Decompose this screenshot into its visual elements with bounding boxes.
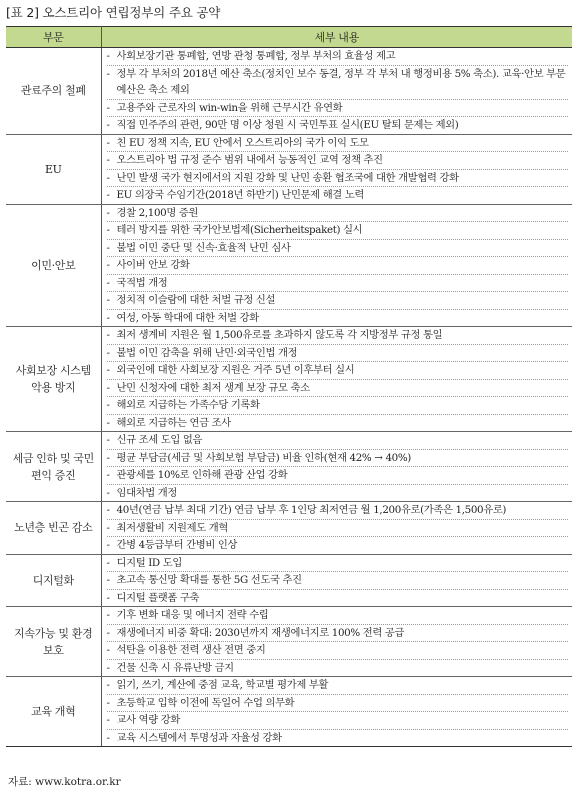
detail-list <box>107 48 569 134</box>
source-note: 자료: www.kotra.or.kr <box>8 776 121 788</box>
list-item: - 고용주와 근로자의 win-win을 위해 근무시간 유연화 <box>107 100 569 118</box>
table-row <box>6 48 572 135</box>
list-item: - 40년(연금 납부 최대 기간) 연금 납부 후 1인당 최저연금 월 1,200유로(가족은 1,500유로) <box>107 502 569 520</box>
list-item: - 경찰 2,100명 증원 <box>107 205 569 223</box>
table-row <box>6 134 572 204</box>
list-item: - 디지털 ID 도입 <box>107 555 569 573</box>
list-item: - 기후 변화 대응 및 에너지 전략 수립 <box>107 607 569 625</box>
list-item: - 해외로 지급하는 연금 조사 <box>107 415 569 432</box>
table-row <box>6 204 572 327</box>
list-item: - 외국인에 대한 사회보장 지원은 거주 5년 이후부터 실시 <box>107 362 569 380</box>
detail-list <box>107 135 569 204</box>
list-item: - 정부 각 부처의 2018년 예산 축소(정치인 보수 동결, 정부 각 부처 내 행정비용 5% 축소). 교육·안보 부문 예산은 축소 제외 <box>107 66 569 100</box>
list-item: - 간병 4등급부터 간병비 인상 <box>107 537 569 554</box>
list-item: - EU 의장국 수임기간(2018년 하반기) 난민문제 해결 노력 <box>107 187 569 204</box>
detail-list <box>107 327 569 431</box>
category-cell: 이민·안보 <box>6 204 101 327</box>
policy-group <box>6 204 572 327</box>
list-item: - 오스트리아 법 규정 준수 범위 내에서 능동적인 교역 정책 추진 <box>107 152 569 170</box>
details-cell <box>101 48 572 135</box>
list-item: - 석탄을 이용한 전력 생산 전면 중지 <box>107 642 569 660</box>
list-item: - 정치적 이슬람에 대한 처벌 규정 신설 <box>107 292 569 310</box>
details-cell <box>101 677 572 747</box>
details-cell <box>101 502 572 555</box>
table-row <box>6 502 572 555</box>
list-item: - 관광세를 10%로 인하해 관광 산업 강화 <box>107 467 569 485</box>
header-category: 부문 <box>6 27 101 48</box>
table-row <box>6 432 572 502</box>
list-item: - 교사 역량 강화 <box>107 712 569 730</box>
policy-group <box>6 502 572 555</box>
detail-list <box>107 607 569 676</box>
policy-group <box>6 48 572 135</box>
policy-group <box>6 432 572 502</box>
policy-group <box>6 677 572 747</box>
details-cell <box>101 327 572 432</box>
detail-list <box>107 205 569 327</box>
detail-list <box>107 502 569 554</box>
table-header <box>6 27 572 48</box>
details-cell <box>101 554 572 607</box>
list-item: - 해외로 지급하는 가족수당 기록화 <box>107 397 569 415</box>
table-caption: [표 2] 오스트리아 연립정부의 주요 공약 <box>6 5 221 20</box>
list-item: - 난민 발생 국가 현지에서의 지원 강화 및 난민 송환 협조국에 대한 개발협력 강화 <box>107 170 569 188</box>
table-row <box>6 554 572 607</box>
policy-group <box>6 607 572 677</box>
category-cell: 세금 인하 및 국민 편익 증진 <box>6 432 101 502</box>
list-item: - 읽기, 쓰기, 계산에 중점 교육, 학교별 평가제 부활 <box>107 677 569 695</box>
list-item: - 여성, 아동 학대에 대한 처벌 강화 <box>107 310 569 327</box>
list-item: - 불법 이민 감축을 위해 난민·외국인법 개정 <box>107 345 569 363</box>
list-item: - 초등학교 입학 이전에 독일어 수업 의무화 <box>107 695 569 713</box>
list-item: - 재생에너지 비중 확대: 2030년까지 재생에너지로 100% 전력 공급 <box>107 625 569 643</box>
category-cell: 지속가능 및 환경보호 <box>6 607 101 677</box>
policy-table <box>6 26 572 747</box>
list-item: - 사이버 안보 강화 <box>107 257 569 275</box>
detail-list <box>107 555 569 607</box>
list-item: - 최저 생계비 지원은 월 1,500유로를 초과하지 않도록 각 지방정부 규정 통일 <box>107 327 569 345</box>
category-cell: 노년층 빈곤 감소 <box>6 502 101 555</box>
list-item: - 임대차법 개정 <box>107 485 569 502</box>
details-cell <box>101 607 572 677</box>
category-cell: 사회보장 시스템 악용 방지 <box>6 327 101 432</box>
category-cell: EU <box>6 134 101 204</box>
table-row <box>6 677 572 747</box>
category-cell: 교육 개혁 <box>6 677 101 747</box>
list-item: - 초고속 통신망 확대를 통한 5G 선도국 추진 <box>107 572 569 590</box>
table-row <box>6 607 572 677</box>
policy-group <box>6 134 572 204</box>
list-item: - 친 EU 정책 지속, EU 안에서 오스트리아의 국가 이익 도모 <box>107 135 569 153</box>
list-item: - 사회보장기관 통폐합, 연방 관청 통폐합, 정부 부처의 효율성 제고 <box>107 48 569 66</box>
detail-list <box>107 677 569 746</box>
list-item: - 교육 시스템에서 투명성과 자율성 강화 <box>107 730 569 747</box>
list-item: - 최저생활비 지원제도 개혁 <box>107 520 569 538</box>
list-item: - 직접 민주주의 관련, 90만 명 이상 청원 시 국민투표 실시(EU 탈퇴 문제는 제외) <box>107 117 569 134</box>
list-item: - 테러 방지를 위한 국가안보법제(Sicherheitspaket) 실시 <box>107 222 569 240</box>
category-cell: 관료주의 철폐 <box>6 48 101 135</box>
details-cell <box>101 204 572 327</box>
category-cell: 디지털화 <box>6 554 101 607</box>
list-item: - 디지털 플랫폼 구축 <box>107 590 569 607</box>
policy-group <box>6 554 572 607</box>
table-row <box>6 327 572 432</box>
list-item: - 난민 신청자에 대한 최저 생계 보장 규모 축소 <box>107 380 569 398</box>
details-cell <box>101 134 572 204</box>
policy-group <box>6 327 572 432</box>
list-item: - 국적법 개정 <box>107 275 569 293</box>
list-item: - 평균 부담금(세금 및 사회보험 부담금) 비율 인하(현재 42% → 40%) <box>107 450 569 468</box>
list-item: - 신규 조세 도입 없음 <box>107 432 569 450</box>
detail-list <box>107 432 569 501</box>
list-item: - 건물 신축 시 유류난방 금지 <box>107 660 569 677</box>
header-details: 세부 내용 <box>101 27 572 48</box>
list-item: - 불법 이민 중단 및 신속·효율적 난민 심사 <box>107 240 569 258</box>
details-cell <box>101 432 572 502</box>
